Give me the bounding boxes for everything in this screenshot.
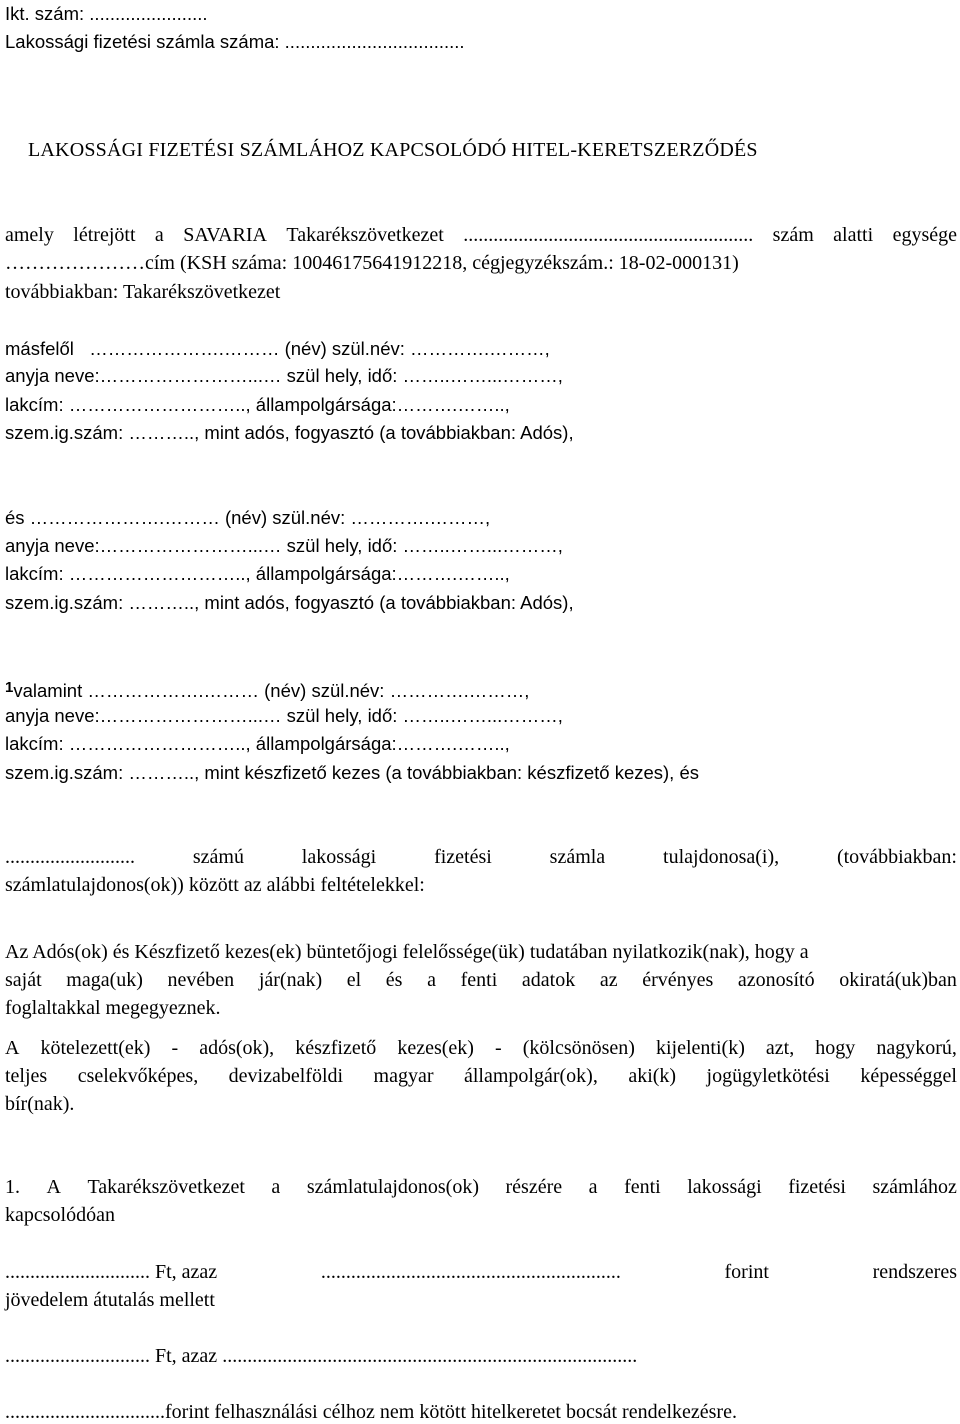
section1-line-2: kapcsolódóan — [5, 1204, 115, 1226]
declaration-line-2: saját maga(uk) nevében jár(nak) el és a fenti adatok az érvényes azonosító okiratá(uk)ban — [5, 969, 957, 991]
filing-number: Ikt. szám: ....................... — [5, 3, 208, 24]
amount-line-3: ................................forint felhasználási célhoz nem kötött hitelkeretet bocsát rendelkezésre. — [5, 1401, 737, 1423]
account-owner-line-1: .......................... számú lakossági fizetési számla tulajdonosa(i), (továbbiakban: — [5, 846, 957, 868]
party2-id-line: szem.ig.szám: ……….., mint adós, fogyasztó (a továbbiakban: Adós), — [5, 592, 574, 613]
amount-line-2: ............................. Ft, azaz ................................................................................... — [5, 1345, 638, 1367]
document-title: LAKOSSÁGI FIZETÉSI SZÁMLÁHOZ KAPCSOLÓDÓ HITEL-KERETSZERZŐDÉS — [28, 139, 758, 161]
amount-line-1: ............................. Ft, azaz ............................................................ forint rendszeres — [5, 1261, 957, 1283]
party3-name-line: $^1$valamint ……………….……… (név) szül.név: ………….………, — [5, 679, 530, 701]
declaration-line-1: Az Adós(ok) és Készfizető kezes(ek) büntetőjogi felelőssége(ük) tudatában nyilatkozik(nak), hogy a — [5, 941, 809, 963]
party1-mother-line: anyja neve:……………………...… szül hely, idő: ……..……...………, — [5, 365, 563, 386]
account-owner-line-2: számlatulajdonos(ok)) között az alábbi feltételekkel: — [5, 874, 425, 896]
party1-id-line: szem.ig.szám: ……….., mint adós, fogyasztó (a továbbiakban: Adós), — [5, 422, 574, 443]
party1-address-line: lakcím: ……………………….., állampolgársága:……….…….., — [5, 394, 510, 415]
intro-line-2: …………………cím (KSH száma: 10046175641912218, cégjegyzékszám.: 18-02-000131) — [5, 252, 739, 274]
obligation-line-2: teljes cselekvőképes, devizabelföldi magyar állampolgár(ok), aki(k) jogügyletkötési képességgel — [5, 1065, 957, 1087]
party1-name-line: másfelől ………………….……… (név) szül.név: ………….………, — [5, 338, 550, 359]
party2-name-line: és ………………….……… (név) szül.név: ………….………, — [5, 507, 491, 528]
obligation-line-3: bír(nak). — [5, 1093, 75, 1115]
obligation-line-1: A kötelezett(ek) - adós(ok), készfizető kezes(ek) - (kölcsönösen) kijelenti(k) azt, hogy nagykorú, — [5, 1037, 957, 1059]
party3-address-line: lakcím: ……………………….., állampolgársága:……….…….., — [5, 733, 510, 754]
intro-line-1: amely létrejött a SAVARIA Takarékszövetkezet .......................................................... szám alatti egysége — [5, 224, 957, 246]
footnote-marker: 1 — [5, 679, 14, 696]
declaration-line-3: foglaltakkal megegyeznek. — [5, 997, 221, 1019]
party2-address-line: lakcím: ……………………….., állampolgársága:……….…….., — [5, 563, 510, 584]
amount-line-1-continued: jövedelem átutalás mellett — [5, 1289, 215, 1311]
section1-line-1: 1. A Takarékszövetkezet a számlatulajdonos(ok) részére a fenti lakossági fizetési számlához — [5, 1176, 957, 1198]
account-number-line: Lakossági fizetési számla száma: ................................... — [5, 31, 465, 52]
party2-mother-line: anyja neve:……………………...… szül hely, idő: ……..……...………, — [5, 535, 563, 556]
intro-line-3: továbbiakban: Takarékszövetkezet — [5, 281, 281, 303]
party3-id-line: szem.ig.szám: ……….., mint készfizető kezes (a továbbiakban: készfizető kezes), és — [5, 762, 700, 783]
party3-mother-line: anyja neve:……………………...… szül hely, idő: ……..……...………, — [5, 705, 563, 726]
